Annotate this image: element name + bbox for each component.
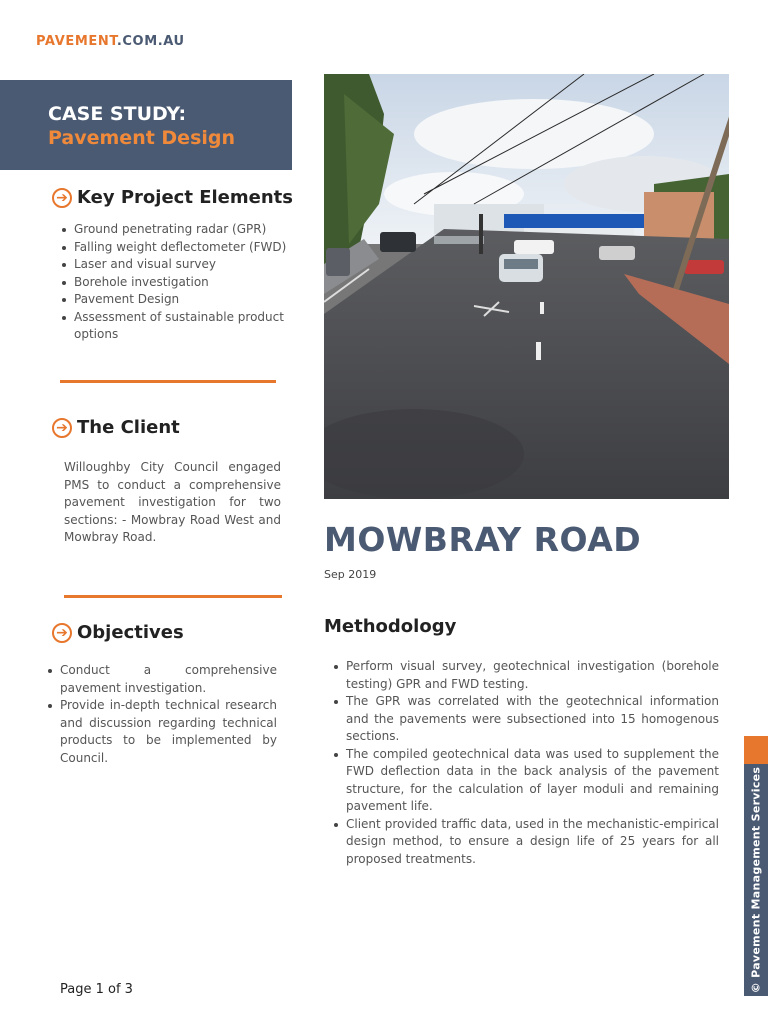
banner-title: CASE STUDY: xyxy=(48,103,187,125)
list-item: Ground penetrating radar (GPR) xyxy=(74,221,292,239)
banner-subtitle: Pavement Design xyxy=(48,127,236,149)
list-item: Falling weight deflectometer (FWD) xyxy=(74,239,292,257)
key-elements-list xyxy=(60,221,292,344)
client-text: Willoughby City Council engaged PMS to conduct a comprehensive pavement investigation for two sections: - Mowbray Road West and Mowbray Road. xyxy=(64,460,281,544)
road-photo xyxy=(324,74,729,499)
list-item: Laser and visual survey xyxy=(74,256,292,274)
arrow-right-icon: ➔ xyxy=(52,418,72,438)
divider xyxy=(60,380,276,383)
list-item: Client provided traffic data, used in the mechanistic-empirical design method, to ensure a design life of 25 years for all proposed treatments. xyxy=(346,816,719,869)
list-item: Assessment of sustainable product options xyxy=(74,309,292,344)
list-item: Conduct a comprehensive pavement investigation. xyxy=(60,662,277,697)
arrow-right-icon: ➔ xyxy=(52,188,72,208)
project-title: MOWBRAY ROAD xyxy=(324,520,642,559)
side-accent-tab xyxy=(744,736,768,764)
copyright-text: © Pavement Management Services xyxy=(749,766,763,994)
list-item: Borehole investigation xyxy=(74,274,292,292)
list-item: The GPR was correlated with the geotechnical information and the pavements were subsectioned into 15 homogenous sections. xyxy=(346,693,719,746)
case-study-banner xyxy=(0,80,292,170)
key-elements-heading xyxy=(52,187,293,208)
page-number: Page 1 of 3 xyxy=(60,982,133,997)
client-heading xyxy=(52,417,180,438)
methodology-title: Methodology xyxy=(324,616,457,637)
arrow-right-icon: ➔ xyxy=(52,623,72,643)
list-item: The compiled geotechnical data was used to supplement the FWD deflection data in the back analysis of the pavement structure, for the calculation of layer moduli and remaining pavement life. xyxy=(346,746,719,816)
side-copyright-bar xyxy=(744,764,768,996)
brand-part-1: PAVEMENT xyxy=(36,34,117,49)
key-elements-title: Key Project Elements xyxy=(77,187,293,208)
objectives-heading xyxy=(52,622,184,643)
list-item: Perform visual survey, geotechnical investigation (borehole testing) GPR and FWD testing. xyxy=(346,658,719,693)
divider xyxy=(64,595,282,598)
list-item: Provide in-depth technical research and discussion regarding technical products to be implemented by Council. xyxy=(60,697,277,767)
list-item: Pavement Design xyxy=(74,291,292,309)
methodology-list xyxy=(332,658,719,868)
client-title: The Client xyxy=(77,417,180,438)
brand-logo xyxy=(36,34,185,49)
objectives-list xyxy=(46,662,277,767)
objectives-title: Objectives xyxy=(77,622,184,643)
brand-part-2: .COM.AU xyxy=(116,34,185,49)
project-date: Sep 2019 xyxy=(324,568,377,581)
